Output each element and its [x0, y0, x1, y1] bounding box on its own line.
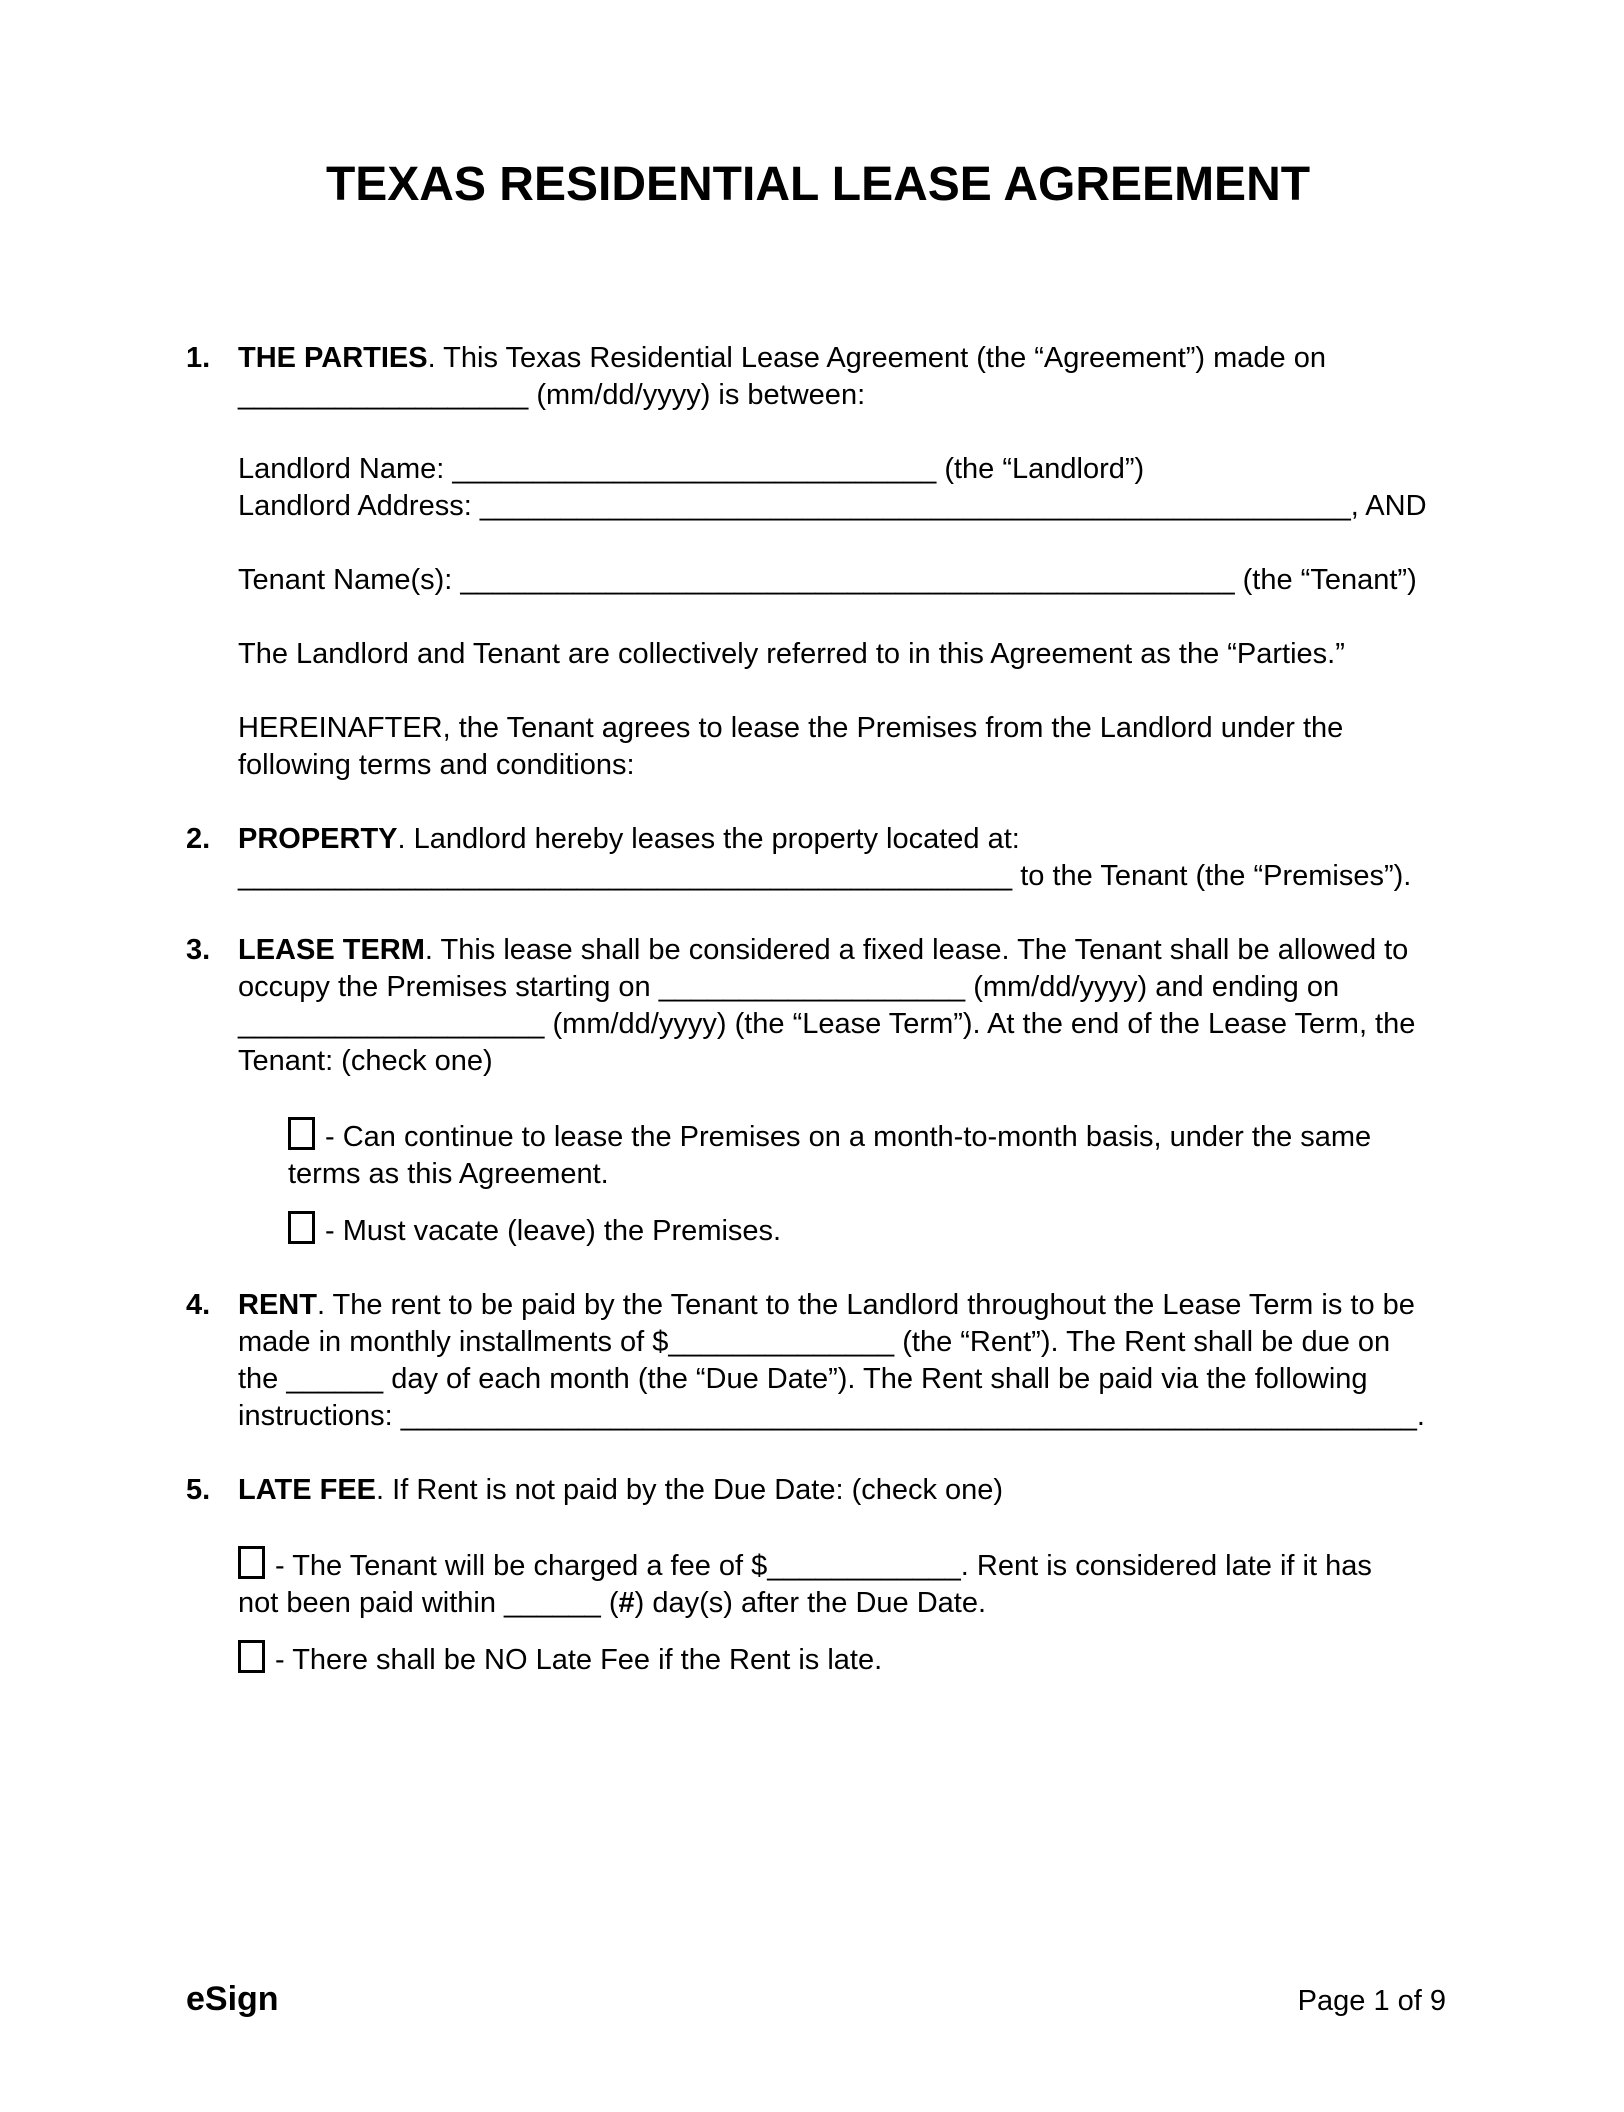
agreement-date-field[interactable]: __________________ — [238, 379, 529, 411]
text-run: - The Tenant will be charged a fee of $ — [275, 1550, 768, 1582]
section-heading: LATE FEE — [238, 1474, 377, 1506]
text-run: . The rent to be paid by the Tenant to the Landlord throughout the Lease Term is to be — [316, 1289, 1415, 1321]
option-continue-line-1 — [288, 1117, 1450, 1156]
late-fee-charged-checkbox[interactable] — [238, 1546, 265, 1579]
lease-term-line-2 — [238, 969, 1450, 1006]
late-fee-option-line-1 — [238, 1546, 1450, 1585]
section-body — [238, 1472, 1450, 1679]
lease-term-line-4: Tenant: (check one) — [238, 1045, 493, 1077]
text-run: made in monthly installments of $ — [238, 1326, 669, 1358]
text-run: to the Tenant (the “Premises”). — [1012, 860, 1412, 892]
text-run: . — [1416, 1400, 1425, 1432]
property-address-field[interactable]: ________________________________________________ — [238, 860, 1013, 892]
section-heading: PROPERTY — [238, 823, 398, 855]
landlord-name-field[interactable]: ______________________________ — [452, 453, 937, 485]
lease-term-line-1 — [238, 932, 1450, 969]
text-run: (mm/dd/yyyy) (the “Lease Term”). At the end of the Lease Term, the — [544, 1008, 1416, 1040]
section-body — [238, 821, 1450, 895]
text-run: Landlord Name: — [238, 453, 453, 485]
text-run: (the “Rent”). The Rent shall be due on — [894, 1326, 1391, 1358]
property-line-2 — [238, 858, 1450, 895]
text-run: occupy the Premises starting on — [238, 971, 659, 1003]
lease-end-date-field[interactable]: ___________________ — [238, 1008, 545, 1040]
lease-continue-checkbox[interactable] — [288, 1117, 315, 1150]
tenant-name-line — [238, 562, 1450, 599]
lease-start-date-field[interactable]: ___________________ — [658, 971, 966, 1003]
tenant-names-field[interactable]: ________________________________________________ — [460, 564, 1235, 596]
section-heading: THE PARTIES — [238, 342, 428, 374]
text-run: not been paid within — [238, 1587, 505, 1619]
option-continue-line-2: terms as this Agreement. — [288, 1158, 609, 1190]
section-property — [186, 821, 1450, 895]
option-vacate-line — [288, 1211, 1450, 1250]
text-run: ( — [600, 1587, 619, 1619]
no-late-fee-line — [238, 1640, 1450, 1679]
text-run: . This Texas Residential Lease Agreement (the “Agreement”) made on — [427, 342, 1326, 374]
option-no-late-fee — [238, 1640, 1450, 1679]
payment-instructions-field[interactable]: _______________________________________________________________ — [400, 1400, 1417, 1432]
text-run: Tenant Name(s): — [238, 564, 461, 596]
parties-collective-line: The Landlord and Tenant are collectively referred to in this Agreement as the “Parties.” — [238, 638, 1345, 670]
section-body — [238, 932, 1450, 1250]
due-day-field[interactable]: ______ — [286, 1363, 384, 1395]
section-body — [238, 1287, 1450, 1435]
section-heading: LEASE TERM — [238, 934, 425, 966]
parties-intro-line-2 — [238, 377, 1450, 414]
section-late-fee — [186, 1472, 1450, 1679]
section-number: 5. — [186, 1474, 211, 1506]
text-run: . If Rent is not paid by the Due Date: (check one) — [376, 1474, 1004, 1506]
section-the-parties — [186, 340, 1450, 784]
text-run: (the “Tenant”) — [1234, 564, 1417, 596]
text-run: - Can continue to lease the Premises on a month-to-month basis, under the same — [325, 1121, 1372, 1153]
section-heading: RENT — [238, 1289, 317, 1321]
landlord-address-field[interactable]: ______________________________________________________ — [479, 490, 1351, 522]
section-lease-term — [186, 932, 1450, 1250]
rent-line-3 — [238, 1361, 1450, 1398]
landlord-address-line — [238, 488, 1450, 525]
hereinafter-line-2: following terms and conditions: — [238, 749, 635, 781]
option-must-vacate — [288, 1211, 1450, 1250]
rent-line-1 — [238, 1287, 1450, 1324]
parties-intro-line-1 — [238, 340, 1450, 377]
late-fee-option-line-2 — [238, 1585, 1450, 1622]
lease-term-line-3 — [238, 1006, 1450, 1043]
text-run: . Landlord hereby leases the property located at: — [397, 823, 1020, 855]
number-sign-symbol: # — [618, 1587, 635, 1619]
text-run: (mm/dd/yyyy) is between: — [528, 379, 866, 411]
text-run: - There shall be NO Late Fee if the Rent is late. — [275, 1644, 883, 1676]
text-run: , AND — [1350, 490, 1427, 522]
text-run: . This lease shall be considered a fixed lease. The Tenant shall be allowed to — [424, 934, 1409, 966]
section-body — [238, 340, 1450, 784]
section-number: 1. — [186, 342, 211, 374]
landlord-name-line — [238, 451, 1450, 488]
section-rent — [186, 1287, 1450, 1435]
section-number: 3. — [186, 934, 211, 966]
text-run: ) day(s) after the Due Date. — [634, 1587, 987, 1619]
property-line-1 — [238, 821, 1450, 858]
late-fee-amount-field[interactable]: ____________ — [767, 1550, 961, 1582]
text-run: (mm/dd/yyyy) and ending on — [965, 971, 1340, 1003]
text-run: the — [238, 1363, 287, 1395]
text-run: (the “Landlord”) — [936, 453, 1145, 485]
page-footer — [186, 1981, 1446, 2020]
option-late-fee-charged — [238, 1546, 1450, 1622]
rent-line-4 — [238, 1398, 1450, 1435]
no-late-fee-checkbox[interactable] — [238, 1640, 265, 1673]
page-indicator: Page 1 of 9 — [1297, 1985, 1446, 2017]
brand-logo: eSign — [186, 1980, 279, 2018]
late-days-field[interactable]: ______ — [504, 1587, 601, 1619]
hereinafter-line-1: HEREINAFTER, the Tenant agrees to lease the Premises from the Landlord under the — [238, 712, 1344, 744]
text-run: - Must vacate (leave) the Premises. — [325, 1215, 782, 1247]
text-run: Landlord Address: — [238, 490, 480, 522]
section-number: 2. — [186, 823, 211, 855]
text-run: day of each month (the “Due Date”). The Rent shall be paid via the following — [383, 1363, 1368, 1395]
late-fee-line-1 — [238, 1472, 1450, 1509]
lease-vacate-checkbox[interactable] — [288, 1211, 315, 1244]
section-number: 4. — [186, 1289, 211, 1321]
rent-line-2 — [238, 1324, 1450, 1361]
option-continue-lease — [288, 1117, 1450, 1193]
text-run: instructions: — [238, 1400, 401, 1432]
document-title: TEXAS RESIDENTIAL LEASE AGREEMENT — [325, 158, 1311, 211]
text-run: . Rent is considered late if it has — [960, 1550, 1372, 1582]
rent-amount-field[interactable]: ______________ — [668, 1326, 895, 1358]
